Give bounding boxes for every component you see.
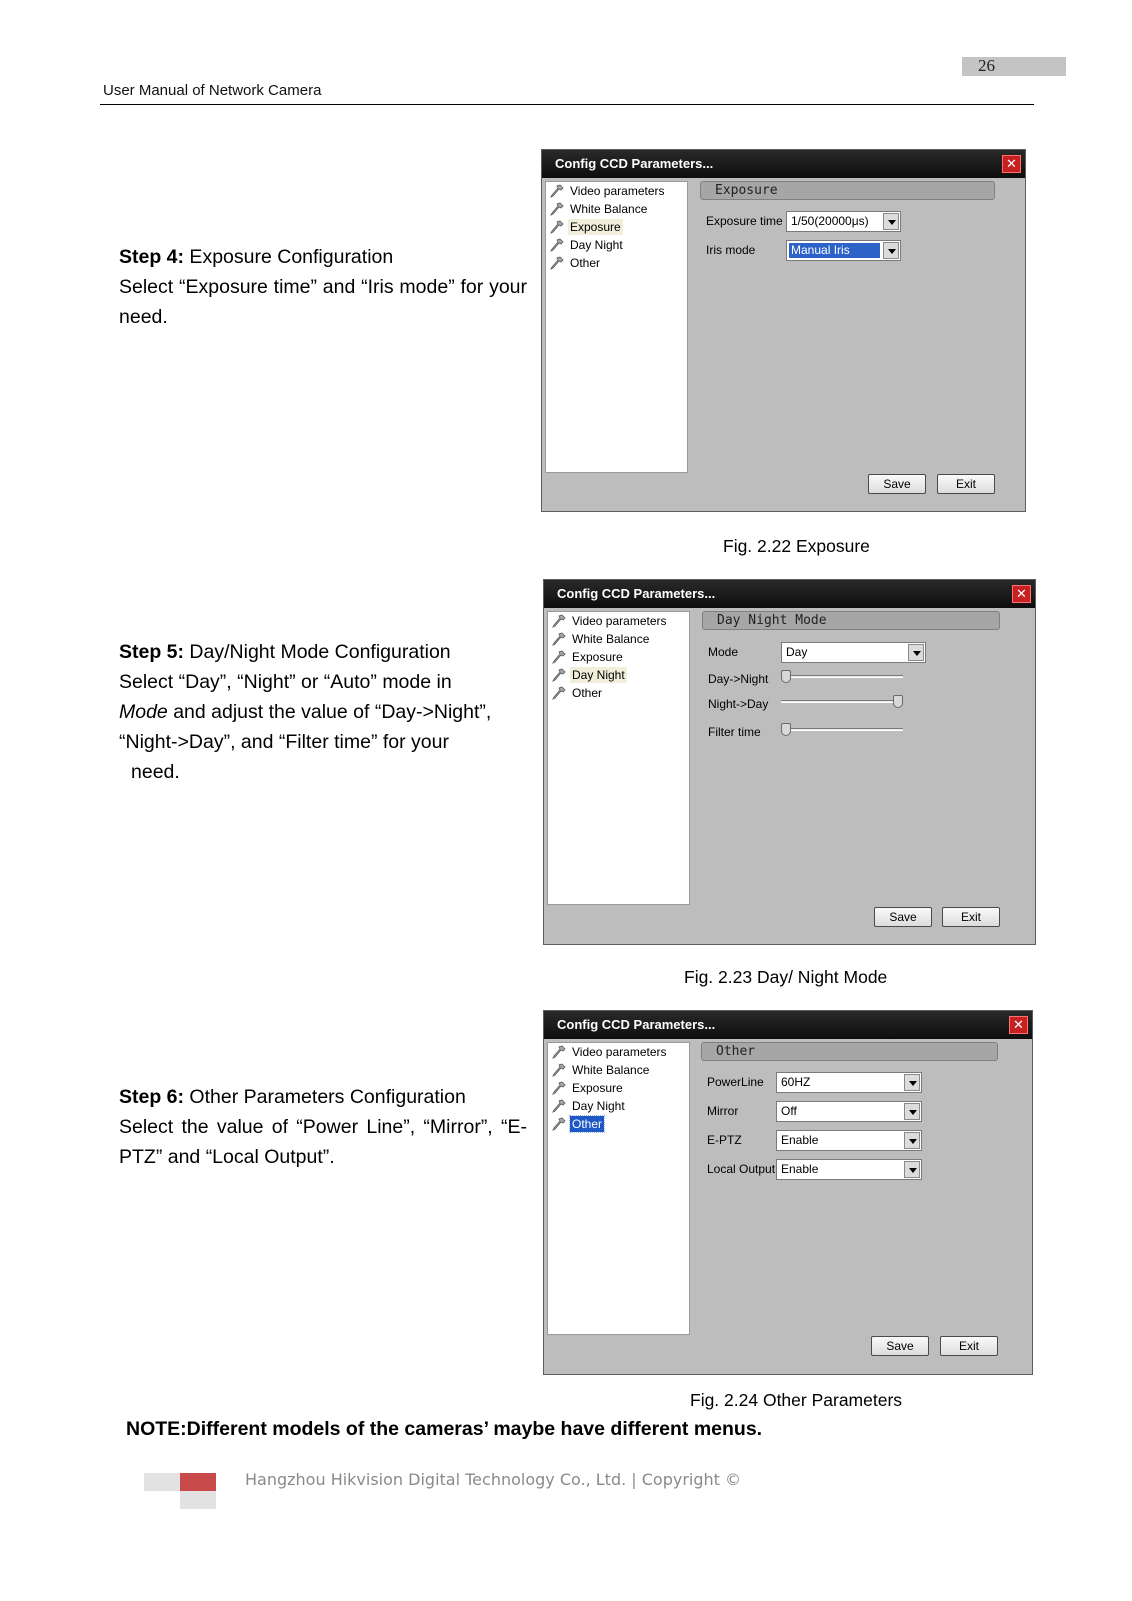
wrench-icon [550, 202, 564, 216]
save-button[interactable]: Save [871, 1336, 929, 1356]
figure-caption-2-23: Fig. 2.23 Day/ Night Mode [684, 967, 888, 987]
slider-thumb[interactable] [781, 723, 791, 736]
mirror-label: Mirror [707, 1104, 739, 1118]
mode-select[interactable] [781, 642, 926, 663]
step-4-label: Step 4: [119, 246, 185, 268]
filter-time-slider[interactable] [781, 723, 903, 737]
wrench-icon [552, 650, 566, 664]
figure-caption-2-22: Fig. 2.22 Exposure [723, 536, 870, 556]
section-header [701, 1042, 998, 1061]
tree-item-label: White Balance [572, 632, 650, 646]
tree-item-label: Video parameters [570, 184, 665, 198]
chevron-down-icon[interactable] [904, 1132, 920, 1149]
chevron-down-icon[interactable] [904, 1161, 920, 1178]
step-4-body: Select “Exposure time” and “Iris mode” for your need. [119, 276, 527, 328]
note-text: NOTE:Different models of the cameras’ maybe have different menus. [126, 1418, 763, 1440]
figure-caption-2-24: Fig. 2.24 Other Parameters [690, 1390, 903, 1410]
section-header [702, 611, 1000, 630]
night-to-day-label: Night->Day [708, 697, 769, 711]
exposure-time-value: 1/50(20000μs) [791, 214, 869, 228]
exit-button[interactable]: Exit [942, 907, 1000, 927]
tree-item-label: Other [570, 256, 601, 270]
day-to-night-slider[interactable] [781, 670, 903, 684]
logo-block-gray-lower [180, 1491, 216, 1509]
mirror-value: Off [781, 1104, 797, 1118]
powerline-label: PowerLine [707, 1075, 764, 1089]
close-icon[interactable]: ✕ [1012, 585, 1031, 603]
slider-track [781, 728, 903, 731]
wrench-icon [552, 1063, 566, 1077]
step-5-title: Day/Night Mode Configuration [184, 641, 451, 663]
slider-thumb[interactable] [781, 670, 791, 683]
step-5-text [119, 637, 527, 787]
local-output-select[interactable] [776, 1159, 922, 1180]
close-icon[interactable]: ✕ [1002, 155, 1021, 173]
save-button[interactable]: Save [868, 474, 926, 494]
slider-track [781, 700, 903, 703]
nav-tree [547, 611, 690, 905]
wrench-icon [552, 614, 566, 628]
nav-tree [545, 181, 688, 473]
section-title: Exposure [715, 183, 778, 198]
local-output-label: Local Output [707, 1162, 776, 1176]
step-6-label: Step 6: [119, 1086, 185, 1108]
mode-label: Mode [708, 645, 739, 659]
dialog-title-bar [544, 1011, 1032, 1039]
other-dialog [543, 1010, 1033, 1375]
e-ptz-select[interactable] [776, 1130, 922, 1151]
section-title: Day Night Mode [717, 613, 827, 628]
tree-item-label: Exposure [570, 220, 621, 234]
step-5-line-3: “Night->Day”, and “Filter time” for your [119, 731, 449, 753]
tree-item-label: Other [572, 1117, 603, 1131]
header-title: User Manual of Network Camera [103, 82, 322, 99]
chevron-down-icon[interactable] [904, 1103, 920, 1120]
wrench-icon [550, 256, 564, 270]
tree-item-label: Video parameters [572, 614, 667, 628]
nav-tree [547, 1042, 690, 1335]
local-output-value: Enable [781, 1162, 819, 1176]
wrench-icon [552, 668, 566, 682]
tree-item-label: Day Night [570, 238, 623, 252]
step-6-text [119, 1082, 527, 1172]
powerline-select[interactable] [776, 1072, 922, 1093]
night-to-day-slider[interactable] [781, 695, 903, 709]
step-6-title: Other Parameters Configuration [184, 1086, 466, 1108]
e-ptz-label: E-PTZ [707, 1133, 742, 1147]
wrench-icon [552, 1081, 566, 1095]
footer-copyright: Hangzhou Hikvision Digital Technology Co., Ltd. | Copyright © [245, 1470, 742, 1489]
iris-mode-value: Manual Iris [789, 243, 880, 258]
exposure-time-label: Exposure time [706, 214, 783, 228]
dialog-title: Config CCD Parameters... [557, 1017, 716, 1032]
day-to-night-label: Day->Night [708, 672, 769, 686]
chevron-down-icon[interactable] [904, 1074, 920, 1091]
slider-thumb[interactable] [893, 695, 903, 708]
chevron-down-icon[interactable] [883, 242, 899, 259]
step-5-line-1: Select “Day”, “Night” or “Auto” mode in [119, 671, 452, 693]
wrench-icon [550, 220, 564, 234]
step-5-line-2: and adjust the value of “Day->Night”, [167, 701, 492, 723]
iris-mode-label: Iris mode [706, 243, 756, 257]
wrench-icon [552, 632, 566, 646]
day-night-dialog [543, 579, 1036, 945]
step-4-text [119, 242, 527, 332]
wrench-icon [550, 238, 564, 252]
step-6-body: Select the value of “Power Line”, “Mirror”, “E-PTZ” and “Local Output”. [119, 1116, 527, 1168]
exposure-time-select[interactable] [786, 211, 901, 232]
chevron-down-icon[interactable] [883, 213, 899, 230]
header-rule [100, 104, 1034, 105]
tree-item-label: Other [572, 686, 603, 700]
tree-item-label: White Balance [570, 202, 648, 216]
slider-track [781, 675, 903, 678]
mirror-select[interactable] [776, 1101, 922, 1122]
save-button[interactable]: Save [874, 907, 932, 927]
dialog-title: Config CCD Parameters... [555, 156, 714, 171]
section-header [700, 181, 995, 200]
step-5-label: Step 5: [119, 641, 185, 663]
wrench-icon [552, 1045, 566, 1059]
tree-item-label: White Balance [572, 1063, 650, 1077]
exposure-dialog [541, 149, 1026, 512]
logo-block-red [180, 1473, 216, 1491]
mode-value: Day [786, 645, 808, 659]
tree-item-label: Exposure [572, 650, 623, 664]
wrench-icon [552, 1099, 566, 1113]
wrench-icon [550, 184, 564, 198]
section-title: Other [716, 1044, 756, 1059]
close-icon[interactable]: ✕ [1009, 1016, 1028, 1034]
dialog-title: Config CCD Parameters... [557, 586, 716, 601]
tree-item-label: Day Night [572, 668, 625, 682]
wrench-icon [552, 1117, 566, 1131]
wrench-icon [552, 686, 566, 700]
exit-button[interactable]: Exit [937, 474, 995, 494]
exit-button[interactable]: Exit [940, 1336, 998, 1356]
dialog-title-bar [542, 150, 1025, 178]
filter-time-label: Filter time [708, 725, 761, 739]
chevron-down-icon[interactable] [908, 644, 924, 661]
e-ptz-value: Enable [781, 1133, 819, 1147]
step-5-line-4: need. [131, 761, 180, 783]
iris-mode-select[interactable] [786, 240, 901, 261]
step-5-mode-word: Mode [119, 701, 168, 723]
tree-item-label: Day Night [572, 1099, 625, 1113]
dialog-title-bar [544, 580, 1035, 608]
tree-item-label: Exposure [572, 1081, 623, 1095]
tree-item-label: Video parameters [572, 1045, 667, 1059]
logo-block-gray [144, 1473, 180, 1491]
powerline-value: 60HZ [781, 1075, 811, 1089]
step-4-title: Exposure Configuration [184, 246, 394, 268]
page-number: 26 [978, 56, 995, 75]
